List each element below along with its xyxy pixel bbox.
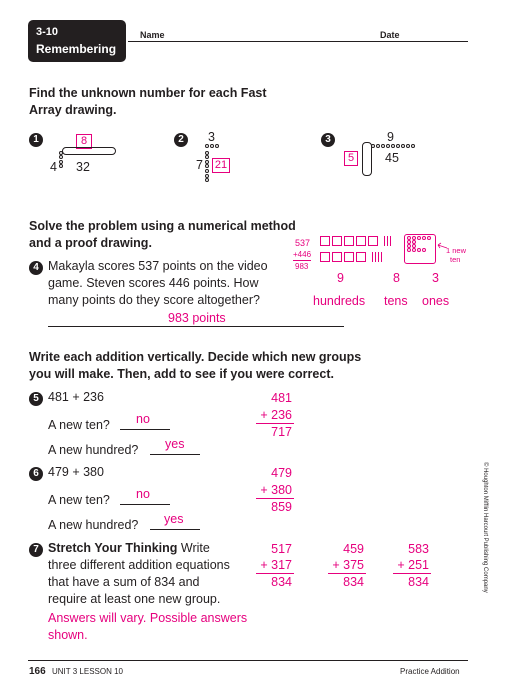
- section2-instruction-line1: Solve the problem using a numerical method: [29, 219, 296, 233]
- problem-2-answer-box: 21: [212, 158, 230, 173]
- problem-7-line2: three different addition equations: [48, 558, 230, 572]
- lesson-number: 3-10: [36, 26, 59, 38]
- problem-7-answer-line1: Answers will vary. Possible answers: [48, 611, 248, 625]
- problem-4-work-addend2: +446: [293, 250, 312, 259]
- problem-6-addend: + 380: [260, 483, 292, 497]
- problem-2-top: 3: [208, 130, 215, 144]
- section1-instruction-line2: Array drawing.: [29, 103, 117, 117]
- problem-7-answer-line2: shown.: [48, 628, 88, 642]
- place-value-hundreds: 9: [337, 271, 344, 285]
- unit-lesson: UNIT 3 LESSON 10: [52, 667, 123, 676]
- problem-7-eq1-sumline: [256, 573, 294, 574]
- new-ten-label-line1: 1 new: [446, 246, 467, 255]
- problem-4-answer: 983 points: [168, 311, 226, 325]
- problem-7-line4: require at least one new group.: [48, 592, 221, 606]
- problem-2-number: 2: [174, 133, 188, 147]
- problem-1-side: 4: [50, 160, 57, 174]
- new-ten-arrow: [436, 242, 448, 252]
- problem-3-answer-box: 5: [344, 151, 358, 166]
- section3-instruction-line2: you will make. Then, add to see if you were correct.: [29, 367, 334, 381]
- problem-7-number: 7: [29, 543, 43, 557]
- problem-7-eq2-addend: + 375: [332, 558, 364, 572]
- problem-7-eq1-sum: 834: [271, 575, 292, 589]
- problem-5-top: 481: [271, 391, 292, 405]
- problem-3-top: 9: [387, 130, 394, 144]
- section2-instruction-line2: and a proof drawing.: [29, 236, 152, 250]
- problem-7-eq1-addend: + 317: [260, 558, 292, 572]
- proof-drawing-row1: [320, 236, 393, 246]
- problem-5-addend: + 236: [260, 408, 292, 422]
- lesson-title: Remembering: [36, 42, 117, 56]
- problem-6-new-hundred-answer: yes: [164, 512, 184, 526]
- problem-6-new-ten-question: A new ten?: [48, 493, 110, 507]
- problem-7-line1-text: Write: [180, 541, 210, 555]
- problem-5-number: 5: [29, 392, 43, 406]
- copyright-notice: © Houghton Mifflin Harcourt Publishing Company: [482, 462, 488, 593]
- problem-6-expression: 479 + 380: [48, 465, 104, 479]
- problem-1-product: 32: [76, 160, 90, 174]
- problem-3-product: 45: [385, 151, 399, 165]
- proof-drawing-row2: [320, 252, 384, 262]
- problem-5-new-hundred-blank: [150, 454, 200, 455]
- problem-4-line1: Makayla scores 537 points on the video: [48, 259, 268, 273]
- problem-3-number: 3: [321, 133, 335, 147]
- problem-4-line2: game. Steven scores 446 points. How: [48, 276, 259, 290]
- problem-6-new-hundred-question: A new hundred?: [48, 518, 139, 532]
- new-ten-label-line2: ten: [450, 255, 461, 264]
- problem-2-top-dots: [204, 144, 219, 148]
- problem-3-dots: [370, 144, 415, 148]
- problem-6-number: 6: [29, 467, 43, 481]
- section3-instruction-line1: Write each addition vertically. Decide which new groups: [29, 350, 362, 364]
- problem-7-eq3-top: 583: [408, 542, 429, 556]
- problem-2-side-dots: [205, 150, 209, 183]
- problem-3-oval: [362, 142, 372, 176]
- problem-5-expression: 481 + 236: [48, 390, 104, 404]
- page-number: 166: [29, 666, 46, 677]
- problem-5-new-ten-blank: [120, 429, 170, 430]
- problem-7-eq2-sumline: [328, 573, 366, 574]
- problem-1-answer-box: 8: [76, 134, 92, 149]
- problem-5-sumline: [256, 423, 294, 424]
- proof-drawing-ones: [404, 234, 436, 264]
- problem-6-sumline: [256, 498, 294, 499]
- problem-7-line3: that have a sum of 834 and: [48, 575, 200, 589]
- problem-6-new-ten-answer: no: [136, 487, 150, 501]
- problem-7-eq2-top: 459: [343, 542, 364, 556]
- problem-6-sum: 859: [271, 500, 292, 514]
- problem-4-number: 4: [29, 261, 43, 275]
- problem-7-eq3-sum: 834: [408, 575, 429, 589]
- problem-6-new-ten-blank: [120, 504, 170, 505]
- date-label: Date: [380, 30, 400, 40]
- footer-rule: [28, 660, 468, 661]
- problem-1-dots: [59, 150, 63, 169]
- problem-7-eq1-top: 517: [271, 542, 292, 556]
- place-label-hundreds: hundreds: [313, 294, 366, 308]
- place-label-ones: ones: [422, 294, 450, 308]
- problem-5-sum: 717: [271, 425, 292, 439]
- problem-7-line1: [48, 541, 210, 555]
- problem-5-new-ten-question: A new ten?: [48, 418, 110, 432]
- problem-4-answer-line: [48, 326, 344, 327]
- problem-5-new-ten-answer: no: [136, 412, 150, 426]
- problem-6-top: 479: [271, 466, 292, 480]
- problem-2-side: 7: [196, 158, 203, 172]
- problem-4-work-sum: 983: [295, 262, 309, 271]
- place-value-ones: 3: [432, 271, 439, 285]
- place-label-tens: tens: [384, 294, 408, 308]
- section1-instruction-line1: Find the unknown number for each Fast: [29, 86, 267, 100]
- name-label: Name: [140, 30, 165, 40]
- header-rule: [128, 41, 468, 42]
- problem-7-eq3-addend: + 251: [397, 558, 429, 572]
- problem-6-new-hundred-blank: [150, 529, 200, 530]
- problem-1-oval: [62, 147, 116, 155]
- problem-7-title: Stretch Your Thinking: [48, 541, 178, 555]
- problem-5-new-hundred-answer: yes: [165, 437, 185, 451]
- problem-1-number: 1: [29, 133, 43, 147]
- page-title-footer: Practice Addition: [400, 667, 460, 676]
- place-value-tens: 8: [393, 271, 400, 285]
- problem-4-work-addend1: 537: [295, 238, 311, 248]
- problem-7-eq3-sumline: [393, 573, 431, 574]
- problem-4-line3: many points do they score altogether?: [48, 293, 260, 307]
- problem-5-new-hundred-question: A new hundred?: [48, 443, 139, 457]
- problem-4-work-sumline: [293, 260, 311, 261]
- problem-7-eq2-sum: 834: [343, 575, 364, 589]
